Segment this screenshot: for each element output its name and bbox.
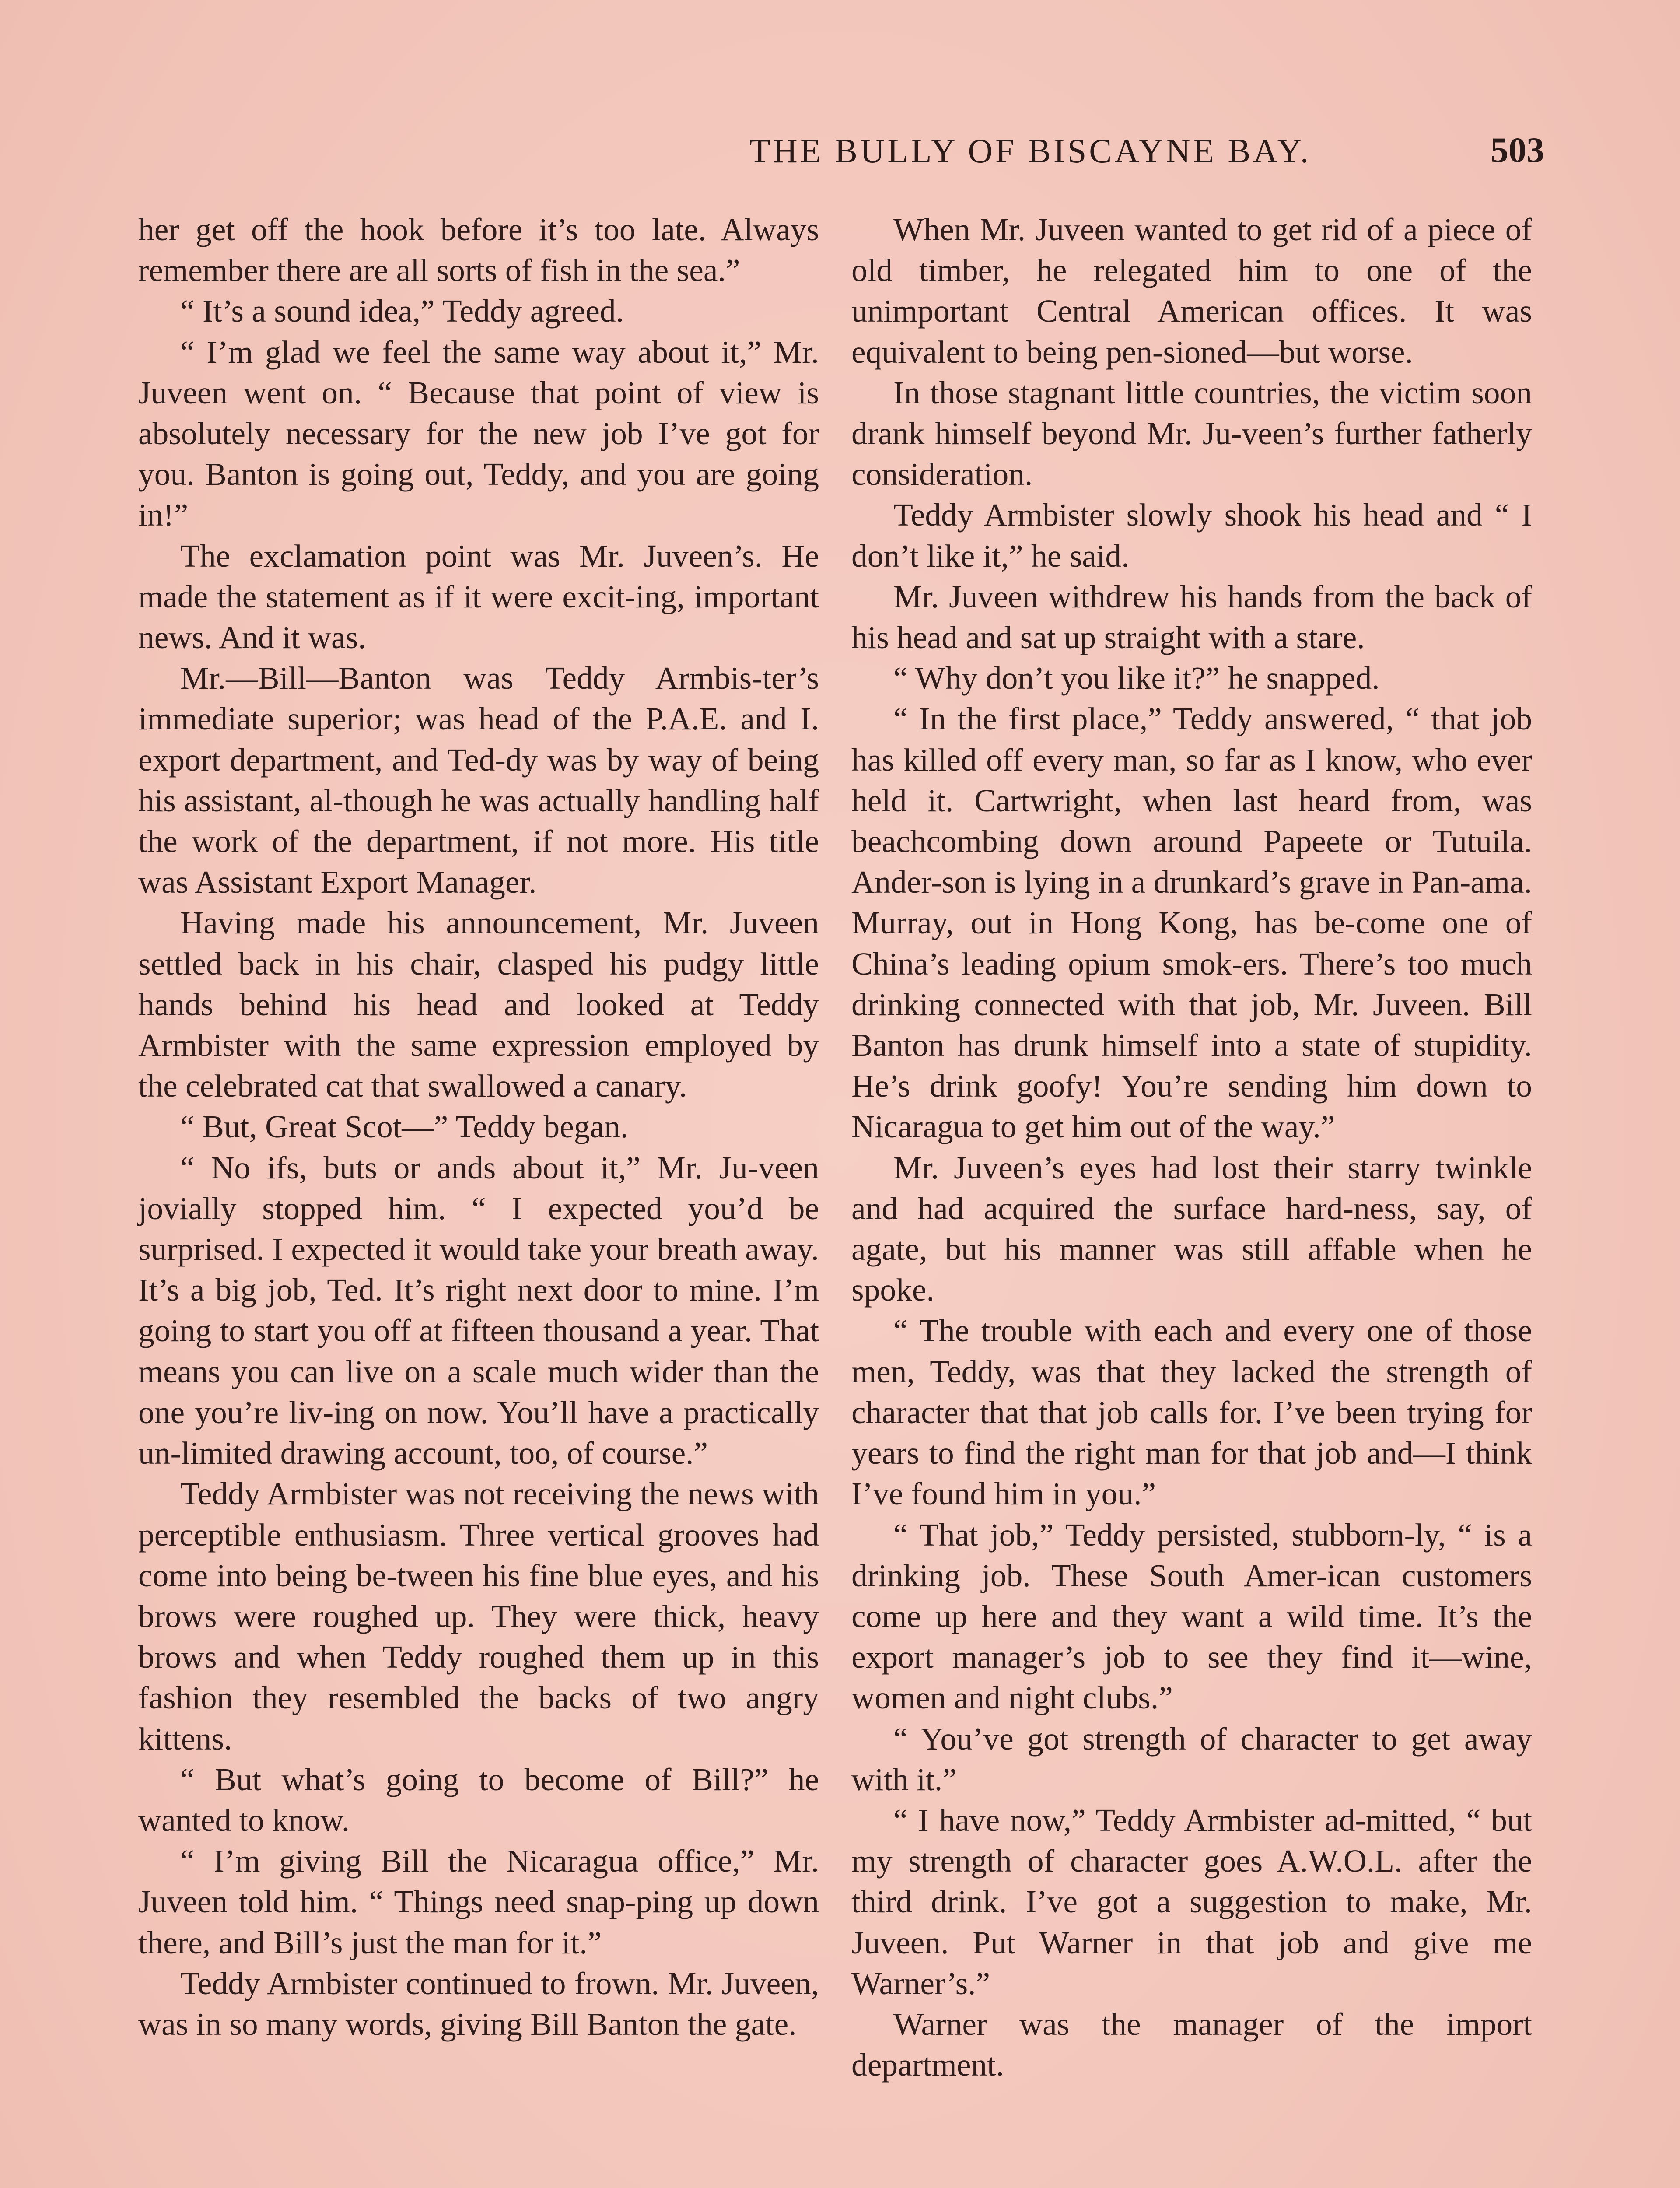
paragraph: “ But what’s going to become of Bill?” he wanted to know.	[138, 1761, 819, 1838]
text-column-left	[138, 209, 819, 2044]
paragraph: Teddy Armbister was not receiving the news with perceptible enthusiasm. Three vertical grooves had come into being be-tween his fine blue eyes, and his brows were roughed up. They were thick, heavy brows and when Teddy roughed them up in this fashion they resembled the backs of two angry kittens.	[138, 1476, 819, 1757]
paragraph: “ No ifs, buts or ands about it,” Mr. Ju-veen jovially stopped him. “ I expected you’d be surprised. I expected it would take your breath away. It’s a big job, Ted. It’s right next door to mine. I’m going to start you off at fifteen thousand a year. That means you can live on a scale much wider than the one you’re liv-ing on now. You’ll have a practically un-limited drawing account, too, of course.”	[138, 1150, 819, 1471]
paragraph: Teddy Armbister continued to frown. Mr. Juveen, was in so many words, giving Bill Banton the gate.	[138, 1965, 819, 2042]
paragraph: Teddy Armbister slowly shook his head and “ I don’t like it,” he said.	[851, 497, 1532, 574]
paragraph: “ In the first place,” Teddy answered, “ that job has killed off every man, so far as I know, who ever held it. Cartwright, when last heard from, was beachcombing down around Papeete or Tutuila. Ander-son is lying in a drunkard’s grave in Pan-ama. Murray, out in Hong Kong, has be-come one of China’s leading opium smok-ers. There’s too much drinking connected with that job, Mr. Juveen. Bill Banton has drunk himself into a state of stupidity. He’s drink goofy! You’re sending him down to Nicaragua to get him out of the way.”	[851, 701, 1532, 1145]
paragraph: her get off the hook before it’s too late. Always remember there are all sorts of fish in the sea.”	[138, 212, 819, 288]
paragraph: The exclamation point was Mr. Juveen’s. He made the statement as if it were excit-ing, important news. And it was.	[138, 538, 819, 656]
running-head: THE BULLY OF BISCAYNE BAY.	[749, 132, 1312, 170]
paragraph: “ I’m giving Bill the Nicaragua office,” Mr. Juveen told him. “ Things need snap-ping up down there, and Bill’s just the man for it.”	[138, 1843, 819, 1960]
text-column-right	[851, 209, 1532, 2085]
paragraph: “ That job,” Teddy persisted, stubborn-ly, “ is a drinking job. These South Amer-ican customers come up here and they want a wild time. It’s the export manager’s job to see they find it—wine, women and night clubs.”	[851, 1517, 1532, 1716]
paragraph: “ Why don’t you like it?” he snapped.	[893, 660, 1380, 696]
paragraph: Mr.—Bill—Banton was Teddy Armbis-ter’s immediate superior; was head of the P.A.E. and I. export department, and Ted-dy was by way of being his assistant, al-though he was actually handling half the work of the department, if not more. His title was Assistant Export Manager.	[138, 660, 819, 900]
paragraph: When Mr. Juveen wanted to get rid of a piece of old timber, he relegated him to one of the unimportant Central American offices. It was equivalent to being pen-sioned—but worse.	[851, 212, 1532, 370]
paragraph: Mr. Juveen withdrew his hands from the back of his head and sat up straight with a stare.	[851, 579, 1532, 656]
paragraph: “ You’ve got strength of character to get away with it.”	[851, 1721, 1532, 1797]
page-number: 503	[1491, 130, 1544, 170]
paragraph: “ It’s a sound idea,” Teddy agreed.	[180, 293, 624, 329]
paragraph: “ The trouble with each and every one of those men, Teddy, was that they lacked the strength of character that that job calls for. I’ve been trying for years to find the right man for that job and—I think I’ve found him in you.”	[851, 1313, 1532, 1512]
paragraph: Mr. Juveen’s eyes had lost their starry twinkle and had acquired the surface hard-ness, say, of agate, but his manner was still affable when he spoke.	[851, 1150, 1532, 1308]
paragraph: “ I’m glad we feel the same way about it,” Mr. Juveen went on. “ Because that point of view is absolutely necessary for the new job I’ve got for you. Banton is going out, Teddy, and you are going in!”	[138, 334, 819, 533]
paragraph: “ But, Great Scot—” Teddy began.	[180, 1109, 629, 1145]
paragraph: Warner was the manager of the import department.	[851, 2006, 1532, 2083]
paragraph: “ I have now,” Teddy Armbister ad-mitted, “ but my strength of character goes A.W.O.L. after the third drink. I’ve got a suggestion to make, Mr. Juveen. Put Warner in that job and give me Warner’s.”	[851, 1802, 1532, 2001]
paragraph: In those stagnant little countries, the victim soon drank himself beyond Mr. Ju-veen’s further fatherly consideration.	[851, 375, 1532, 492]
paragraph: Having made his announcement, Mr. Juveen settled back in his chair, clasped his pudgy little hands behind his head and looked at Teddy Armbister with the same expression employed by the celebrated cat that swallowed a canary.	[138, 905, 819, 1104]
